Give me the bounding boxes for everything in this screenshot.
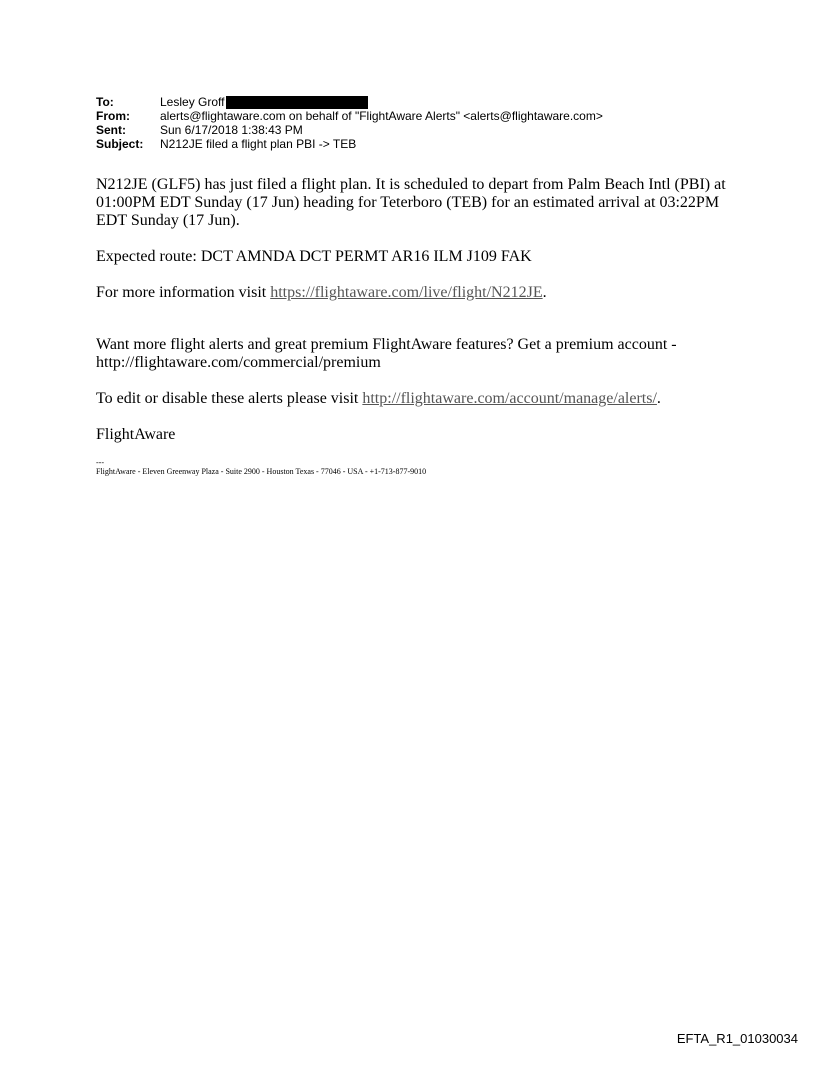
subject-label: Subject: bbox=[96, 137, 144, 151]
redaction-bar bbox=[226, 96, 368, 109]
to-label: To: bbox=[96, 95, 114, 109]
more-info-paragraph bbox=[96, 284, 736, 302]
sent-value: Sun 6/17/2018 1:38:43 PM bbox=[160, 123, 303, 137]
edit-alerts-paragraph bbox=[96, 390, 736, 408]
subject-row bbox=[96, 137, 603, 151]
manage-alerts-link[interactable]: http://flightaware.com/account/manage/alerts/ bbox=[362, 390, 657, 407]
email-headers bbox=[96, 95, 603, 151]
flight-plan-intro: N212JE (GLF5) has just filed a flight plan. It is scheduled to depart from Palm Beach Intl (PBI) at 01:00PM EDT Sunday (17 Jun) heading for Teterboro (TEB) for an estimated arrival at 03:22PM EDT Sunday (17 Jun). bbox=[96, 176, 726, 229]
to-value-wrap bbox=[160, 95, 368, 109]
from-label: From: bbox=[96, 109, 130, 123]
flight-link[interactable]: https://flightaware.com/live/flight/N212JE bbox=[270, 284, 543, 301]
from-value: alerts@flightaware.com on behalf of "FlightAware Alerts" <alerts@flightaware.com> bbox=[160, 109, 603, 123]
email-footer bbox=[96, 458, 736, 476]
more-info-suffix: . bbox=[542, 284, 547, 301]
signature: FlightAware bbox=[96, 426, 176, 443]
sent-row bbox=[96, 123, 603, 137]
subject-value: N212JE filed a flight plan PBI -> TEB bbox=[160, 137, 357, 151]
expected-route: Expected route: DCT AMNDA DCT PERMT AR16 ILM J109 FAK bbox=[96, 248, 532, 265]
bates-number: EFTA_R1_01030034 bbox=[676, 1031, 798, 1046]
premium-promo: Want more flight alerts and great premium FlightAware features? Get a premium account - http://flightaware.com/commercial/premium bbox=[96, 336, 677, 371]
footer-separator: --- bbox=[96, 458, 104, 467]
edit-alerts-prefix: To edit or disable these alerts please visit bbox=[96, 390, 363, 407]
email-body bbox=[96, 176, 736, 476]
from-row bbox=[96, 109, 603, 123]
to-value: Lesley Groff bbox=[160, 95, 225, 109]
edit-alerts-suffix: . bbox=[656, 390, 661, 407]
sent-label: Sent: bbox=[96, 123, 126, 137]
footer-address: FlightAware - Eleven Greenway Plaza - Suite 2900 - Houston Texas - 77046 - USA - +1-713-877-9010 bbox=[96, 467, 427, 476]
more-info-prefix: For more information visit bbox=[96, 284, 271, 301]
to-row bbox=[96, 95, 603, 109]
